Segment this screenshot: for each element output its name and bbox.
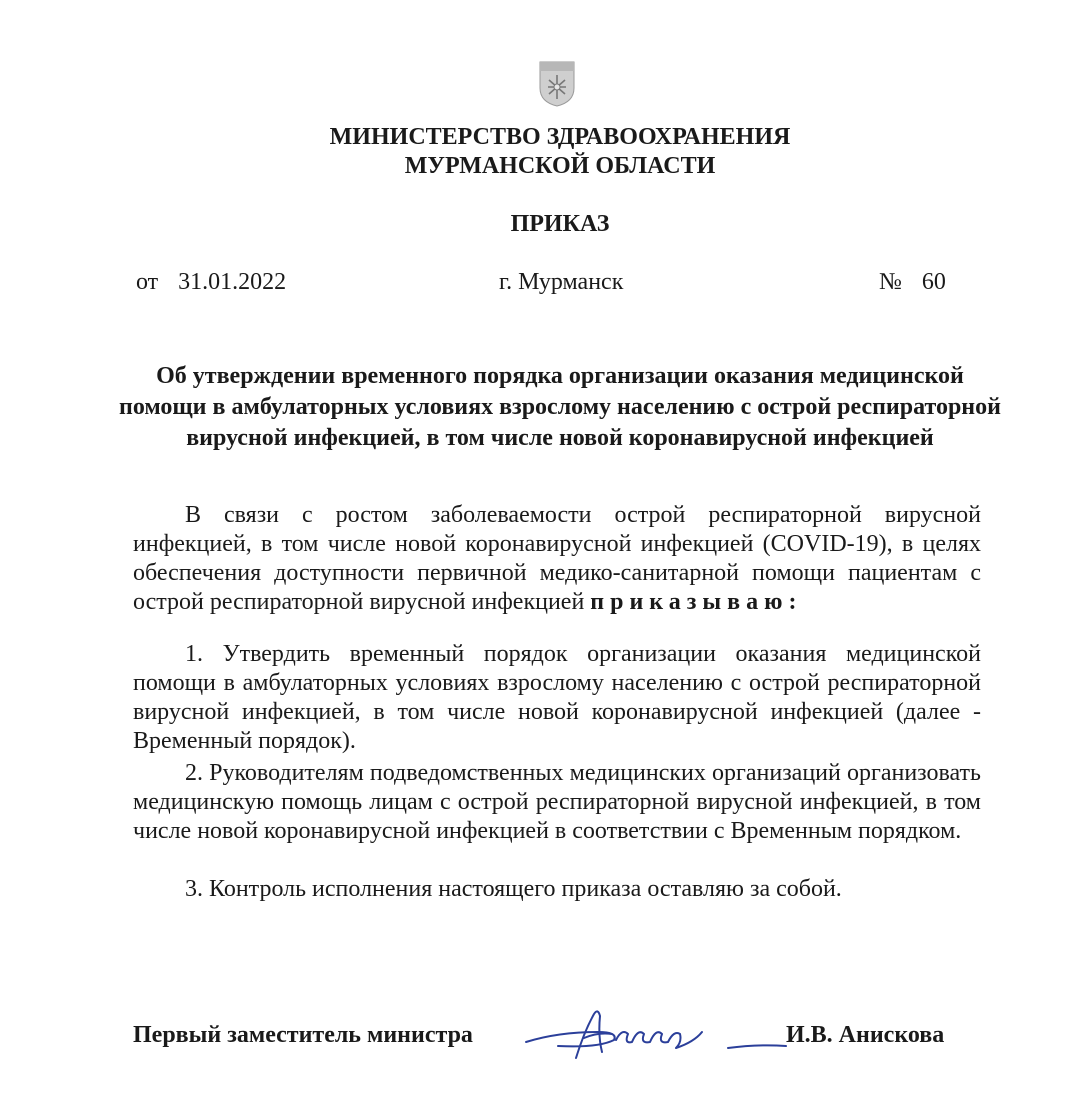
signatory-name: И.В. Анискова <box>786 1022 945 1048</box>
date-value: 31.01.2022 <box>178 269 287 295</box>
order-subject: Об утверждении временного порядка организации оказания медицинской помощи в амбулаторных условиях взрослому населению с острой респираторной вирусной инфекцией, в том числе новой коронавирусной инфекцией <box>119 363 1001 451</box>
ministry-name-line1: МИНИСТЕРСТВО ЗДРАВООХРАНЕНИЯ <box>329 124 791 150</box>
order-number <box>879 267 946 297</box>
coat-of-arms-icon <box>537 58 577 108</box>
handwritten-signature <box>518 1002 788 1064</box>
order-date <box>136 267 286 297</box>
order-item-3: 3. Контроль исполнения настоящего приказа оставляю за собой. <box>185 876 842 902</box>
document-type: ПРИКАЗ <box>510 211 610 237</box>
date-label: от <box>136 269 159 295</box>
ministry-name-line2: МУРМАНСКОЙ ОБЛАСТИ <box>404 153 716 179</box>
number-label: № <box>879 269 902 295</box>
order-city: г. Мурманск <box>499 269 624 295</box>
preamble-text: В связи с ростом заболеваемости острой респираторной вирусной инфекцией, в том числе новой коронавирусной инфекцией (COVID-19), в целях обеспечения доступности первичной медико-санитарной помощи пациентам с острой респираторной вирусной инфекцией <box>133 502 981 615</box>
command-word: приказываю: <box>590 589 803 615</box>
preamble <box>133 501 981 617</box>
order-item-2: 2. Руководителям подведомственных медицинских организаций организовать медицинскую помощь лицам с острой респираторной вирусной инфекцией, в том числе новой коронавирусной инфекцией в соответствии с Временным порядком. <box>133 760 981 844</box>
number-value: 60 <box>921 269 946 295</box>
signatory-title: Первый заместитель министра <box>133 1022 473 1048</box>
order-item-1: 1. Утвердить временный порядок организации оказания медицинской помощи в амбулаторных условиях взрослому населению с острой респираторной вирусной инфекцией, в том числе новой коронавирусной инфекцией (далее - Временный порядок). <box>133 641 981 754</box>
